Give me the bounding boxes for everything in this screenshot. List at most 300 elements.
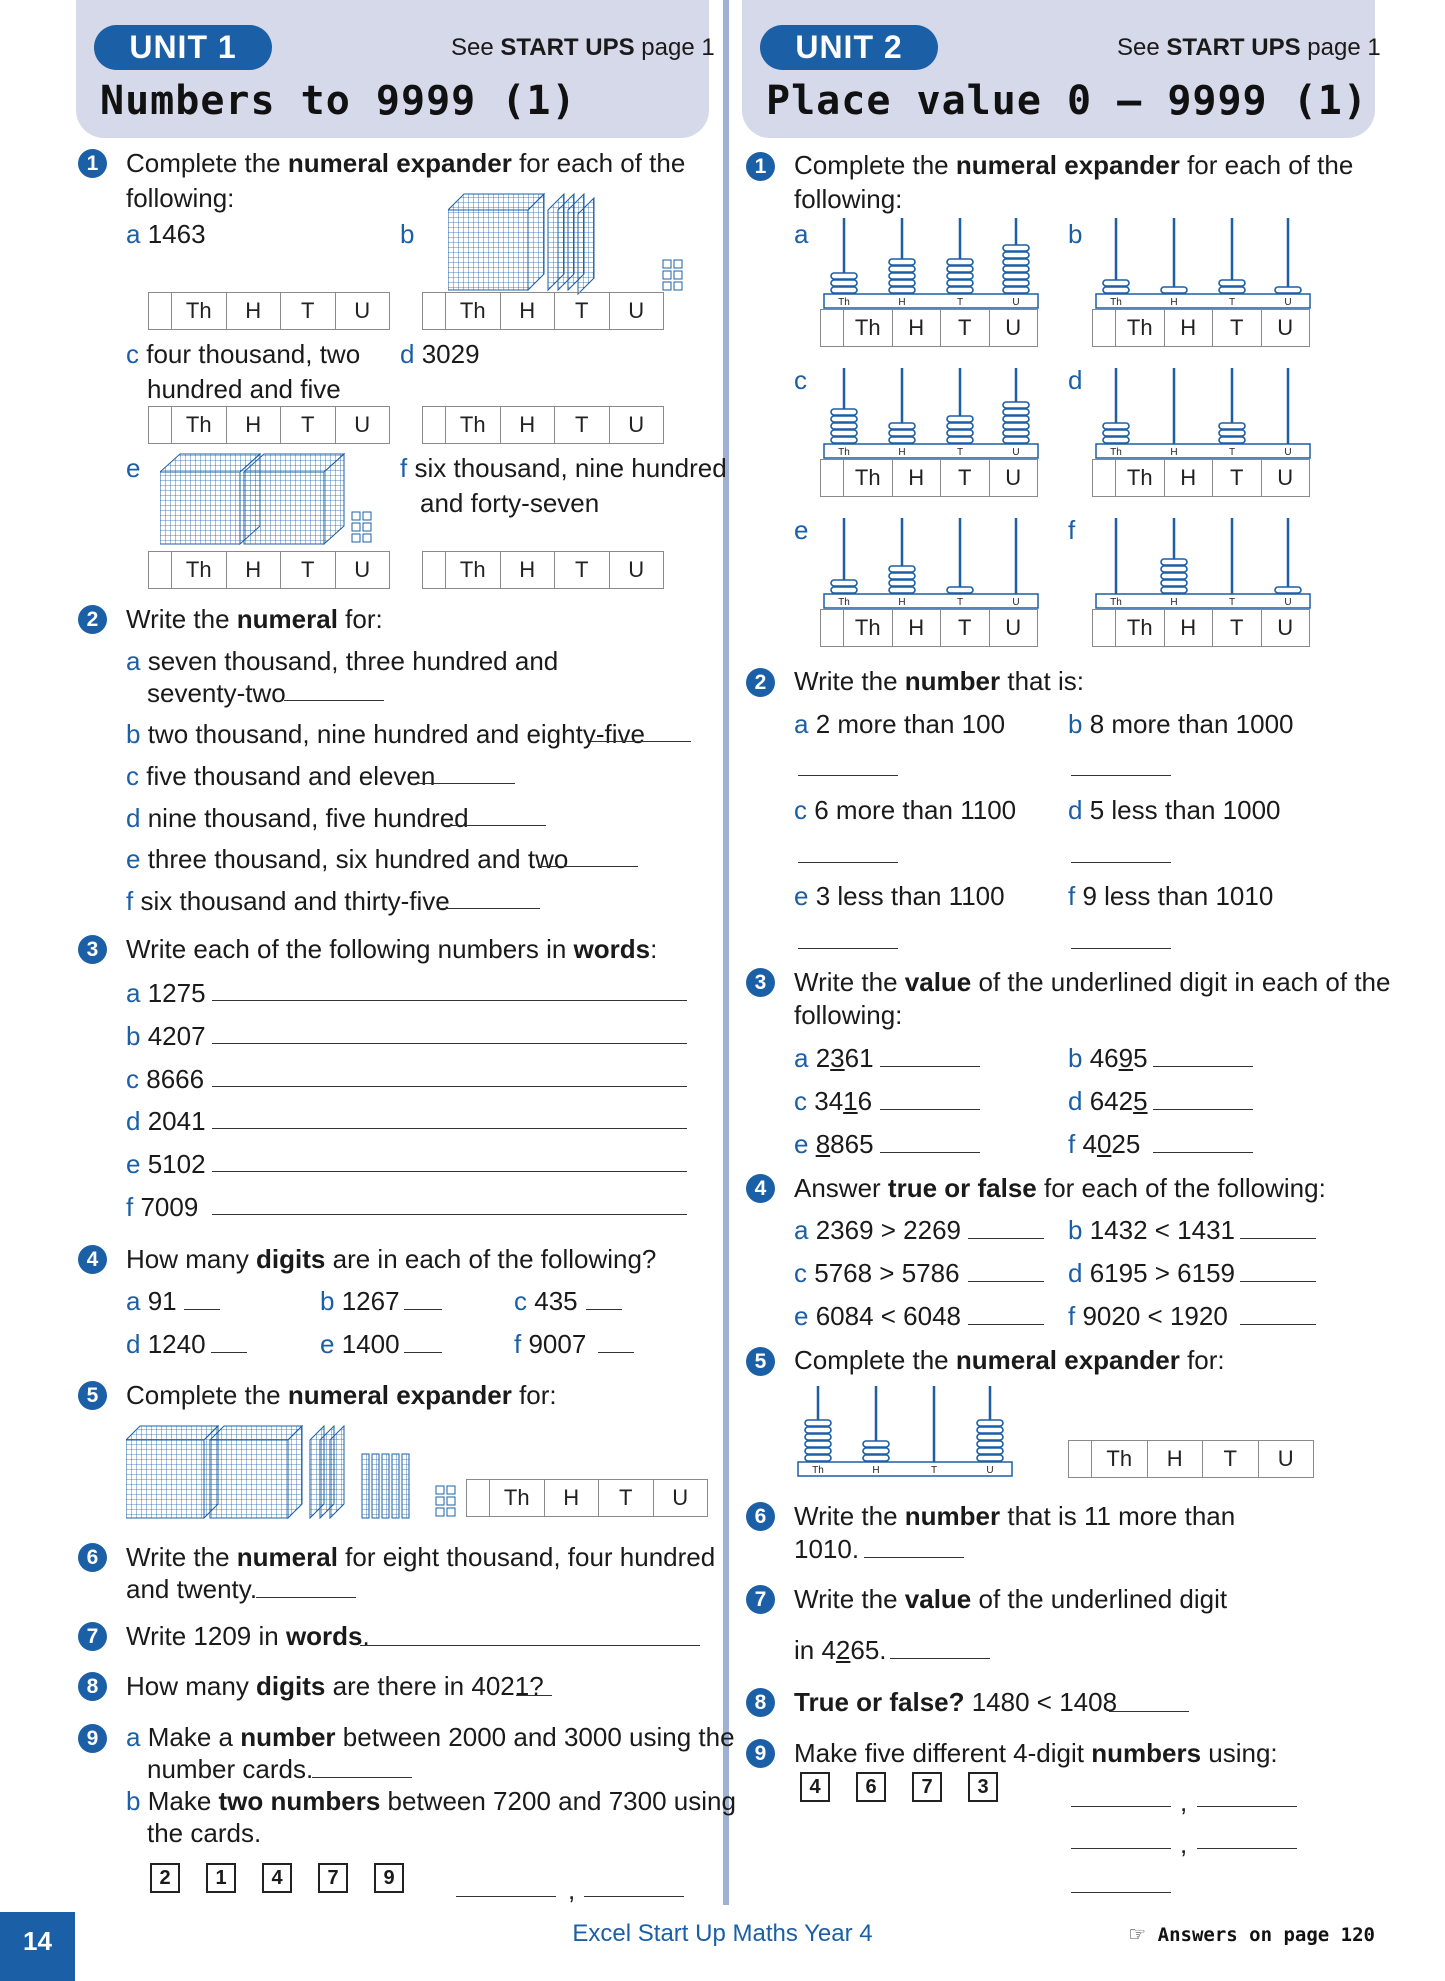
u1q6-prompt: Write the numeral for eight thousand, four hundred xyxy=(126,1542,716,1572)
abacus-bead xyxy=(889,266,915,272)
abacus-bead xyxy=(977,1441,1003,1447)
abacus-bead xyxy=(889,566,915,572)
thousand-cube-icon xyxy=(244,454,344,544)
u2q7-line2: in 4265. xyxy=(794,1635,887,1665)
base-ten-blocks-b xyxy=(448,192,698,302)
abacus-bead xyxy=(1161,287,1187,293)
u2q2d: d 5 less than 1000 xyxy=(1068,795,1281,825)
u2q1-letter: b xyxy=(1068,219,1083,249)
answer-line[interactable] xyxy=(516,1695,552,1696)
abacus-bead xyxy=(947,273,973,279)
number-card: 9 xyxy=(374,1863,404,1893)
abacus-b xyxy=(1094,214,1312,310)
u1q1f-line2: and forty-seven xyxy=(420,488,600,518)
u1q3f: f 7009 xyxy=(126,1192,199,1222)
number-card: 4 xyxy=(262,1863,292,1893)
answer-line[interactable] xyxy=(256,1597,356,1598)
u2q3-prompt: Write the value of the underlined digit in each of the xyxy=(794,967,1391,997)
abacus-bead xyxy=(977,1455,1003,1461)
abacus-place-label: H xyxy=(898,447,906,458)
numeral-expander-u1-f[interactable]: Th H T U xyxy=(422,551,664,589)
u1q8-prompt: How many digits are there in 4021? xyxy=(126,1671,544,1701)
u1q9a-line2: number cards. xyxy=(147,1754,314,1784)
abacus-place-label: T xyxy=(956,297,964,308)
abacus-place-label: H xyxy=(1170,297,1178,308)
numeral-expander-u2-e[interactable]: Th H T U xyxy=(820,609,1038,647)
answer-line[interactable] xyxy=(1071,1892,1171,1893)
question-number: 2 xyxy=(78,605,107,634)
abacus-bead xyxy=(1161,573,1187,579)
answer-line[interactable] xyxy=(586,1309,622,1310)
abacus-bead xyxy=(805,1420,831,1426)
number-card: 4 xyxy=(800,1772,830,1802)
abacus-bead xyxy=(1003,423,1029,429)
u1q2a: a seven thousand, three hundred and xyxy=(126,646,559,676)
abacus-bead xyxy=(805,1448,831,1454)
abacus-bead xyxy=(1161,580,1187,586)
abacus-bead xyxy=(805,1434,831,1440)
abacus-place-label: U xyxy=(1012,297,1020,308)
abacus-bead xyxy=(1219,430,1245,436)
page-number: 14 xyxy=(0,1912,75,1981)
question-number: 9 xyxy=(746,1739,775,1768)
u2q1-line2: following: xyxy=(794,184,903,214)
u2q1-letter: d xyxy=(1068,365,1083,395)
abacus-bead xyxy=(805,1455,831,1461)
unit2-start-ups-ref: See START UPS page 1 xyxy=(1117,34,1381,61)
abacus-bead xyxy=(1003,266,1029,272)
abacus-place-label: U xyxy=(1284,597,1292,608)
u1q1f: f six thousand, nine hundred xyxy=(400,453,727,483)
base-ten-blocks-q5 xyxy=(126,1424,466,1520)
u2q1-letter: e xyxy=(794,515,809,545)
abacus-bead xyxy=(889,587,915,593)
abacus-bead xyxy=(831,587,857,593)
abacus-bead xyxy=(863,1448,889,1454)
numeral-expander-u1-e[interactable]: Th H T U xyxy=(148,551,390,589)
question-number: 5 xyxy=(78,1381,107,1410)
abacus-q5 xyxy=(796,1382,1014,1478)
u1q1b-letter: b xyxy=(400,219,415,249)
hundred-flat-icon xyxy=(310,1426,344,1518)
numeral-expander-u1-b[interactable]: Th H T U xyxy=(422,292,664,330)
abacus-place-label: U xyxy=(1012,447,1020,458)
answer-line[interactable] xyxy=(968,1324,1044,1325)
question-number: 6 xyxy=(78,1543,107,1572)
question-number: 4 xyxy=(78,1245,107,1274)
abacus-bead xyxy=(889,580,915,586)
abacus-base xyxy=(824,594,1038,608)
abacus-bead xyxy=(1103,280,1129,286)
u2q6-prompt: Write the number that is 11 more than xyxy=(794,1501,1236,1531)
abacus-base xyxy=(1096,594,1310,608)
u1q1c: c four thousand, two xyxy=(126,339,361,369)
u1q9b: b Make two numbers between 7200 and 7300 using xyxy=(126,1786,736,1816)
u1q2-prompt: Write the numeral for: xyxy=(126,604,383,634)
unit1-title: Numbers to 9999 (1) xyxy=(100,78,577,124)
answer-line[interactable] xyxy=(1071,1848,1171,1849)
abacus-bead xyxy=(831,437,857,443)
abacus-bead xyxy=(1275,287,1301,293)
answer-line[interactable] xyxy=(1240,1281,1316,1282)
abacus-base xyxy=(1096,294,1310,308)
answer-line[interactable] xyxy=(404,1309,442,1310)
abacus-bead xyxy=(1219,423,1245,429)
numeral-expander-u1-d[interactable]: Th H T U xyxy=(422,406,664,444)
abacus-base xyxy=(1096,444,1310,458)
abacus-bead xyxy=(1103,430,1129,436)
question-number: 5 xyxy=(746,1347,775,1376)
answer-line[interactable] xyxy=(1153,1066,1253,1067)
answer-line[interactable] xyxy=(1071,948,1171,949)
abacus-bead xyxy=(831,287,857,293)
u2q6-line2: 1010. xyxy=(794,1534,860,1564)
abacus-bead xyxy=(1003,430,1029,436)
question-number: 3 xyxy=(78,935,107,964)
answer-line[interactable] xyxy=(1109,1711,1189,1712)
answer-line[interactable] xyxy=(1240,1324,1316,1325)
abacus-bead xyxy=(1003,437,1029,443)
answer-line[interactable] xyxy=(598,1352,634,1353)
abacus-bead xyxy=(1003,259,1029,265)
u2q2f: f 9 less than 1010 xyxy=(1068,881,1274,911)
u2q5-prompt: Complete the numeral expander for: xyxy=(794,1345,1225,1375)
abacus-bead xyxy=(805,1427,831,1433)
thousand-cube-icon xyxy=(210,1426,302,1518)
numeral-expander-u1-q5[interactable]: Th H T U xyxy=(466,1479,708,1517)
answer-line[interactable] xyxy=(212,1214,687,1215)
abacus-bead xyxy=(1003,416,1029,422)
unit1-badge: UNIT 1 xyxy=(94,25,272,70)
u2q4b: b 1432 < 1431 xyxy=(1068,1215,1236,1245)
u1q1a: a 1463 xyxy=(126,219,206,249)
question-number: 2 xyxy=(746,668,775,697)
u2q3-line2: following: xyxy=(794,1000,903,1030)
abacus-bead xyxy=(863,1441,889,1447)
abacus-place-label: T xyxy=(956,597,964,608)
abacus-bead xyxy=(1103,423,1129,429)
abacus-place-label: H xyxy=(1170,597,1178,608)
abacus-place-label: H xyxy=(872,1465,880,1476)
abacus-bead xyxy=(1003,245,1029,251)
numeral-expander-u2-d[interactable]: Th H T U xyxy=(1092,459,1310,497)
abacus-bead xyxy=(889,573,915,579)
abacus-bead xyxy=(977,1448,1003,1454)
u2q4f: f 9020 < 1920 xyxy=(1068,1301,1228,1331)
u1q4b: b 1267 xyxy=(320,1286,400,1316)
unit2-badge: UNIT 2 xyxy=(760,25,938,70)
abacus-place-label: T xyxy=(956,447,964,458)
abacus-a xyxy=(822,214,1040,310)
abacus-c xyxy=(822,364,1040,460)
abacus-bead xyxy=(889,287,915,293)
u2q1-letter: c xyxy=(794,365,807,395)
u1q1-prompt-line2: following: xyxy=(126,183,235,213)
answer-line[interactable] xyxy=(1153,1109,1253,1110)
abacus-place-label: U xyxy=(1012,597,1020,608)
u1q4c: c 435 xyxy=(514,1286,578,1316)
u1q6-line2: and twenty. xyxy=(126,1574,258,1604)
abacus-bead xyxy=(1003,409,1029,415)
u1q2f: f six thousand and thirty-five xyxy=(126,886,450,916)
number-card: 3 xyxy=(968,1772,998,1802)
comma: , xyxy=(1180,1787,1188,1817)
abacus-bead xyxy=(1219,287,1245,293)
question-number: 6 xyxy=(746,1502,775,1531)
numeral-expander-u1-a[interactable]: Th H T U xyxy=(148,292,390,330)
abacus-place-label: T xyxy=(1228,447,1236,458)
abacus-place-label: U xyxy=(1284,297,1292,308)
abacus-bead xyxy=(977,1427,1003,1433)
abacus-bead xyxy=(1003,402,1029,408)
question-number: 8 xyxy=(78,1672,107,1701)
abacus-bead xyxy=(863,1455,889,1461)
abacus-base xyxy=(824,294,1038,308)
u1q9a: a Make a number between 2000 and 3000 using the xyxy=(126,1722,735,1752)
abacus-bead xyxy=(831,580,857,586)
answer-line[interactable] xyxy=(890,1658,990,1659)
answer-line[interactable] xyxy=(284,700,384,701)
u1q3d: d 2041 xyxy=(126,1106,206,1136)
ten-rods-icon xyxy=(362,1454,409,1518)
abacus-bead xyxy=(1003,273,1029,279)
answer-line[interactable] xyxy=(212,1171,687,1172)
u1q4d: d 1240 xyxy=(126,1329,206,1359)
abacus-place-label: T xyxy=(1228,597,1236,608)
unit1-start-ups-ref: See START UPS page 1 xyxy=(451,34,715,61)
answer-line[interactable] xyxy=(584,1896,684,1897)
answer-line[interactable] xyxy=(798,948,898,949)
abacus-bead xyxy=(831,273,857,279)
abacus-bead xyxy=(977,1434,1003,1440)
question-number: 1 xyxy=(78,149,107,178)
u1q3-prompt: Write each of the following numbers in words: xyxy=(126,934,658,964)
abacus-bead xyxy=(1161,587,1187,593)
u1q1-prompt: Complete the numeral expander for each of the xyxy=(126,148,686,178)
unit-cubes-icon xyxy=(436,1486,455,1516)
answer-line[interactable] xyxy=(1197,1848,1297,1849)
unit-cubes-icon xyxy=(352,512,371,542)
abacus-place-label: H xyxy=(898,297,906,308)
u2q4e: e 6084 < 6048 xyxy=(794,1301,962,1331)
abacus-bead xyxy=(977,1420,1003,1426)
u2q4a: a 2369 > 2269 xyxy=(794,1215,962,1245)
u2q4c: c 5768 > 5786 xyxy=(794,1258,960,1288)
abacus-bead xyxy=(831,280,857,286)
u1q9b-line2: the cards. xyxy=(147,1818,262,1848)
answer-line[interactable] xyxy=(415,783,515,784)
answer-line[interactable] xyxy=(1071,862,1171,863)
answer-line[interactable] xyxy=(1071,775,1171,776)
abacus-bead xyxy=(831,430,857,436)
abacus-place-label: Th xyxy=(1110,597,1122,608)
u2q3d: d 6425 xyxy=(1068,1086,1148,1116)
abacus-e xyxy=(822,514,1040,610)
u2q3a: a 2361 xyxy=(794,1043,874,1073)
answer-line[interactable] xyxy=(864,1557,964,1558)
u1q3c: c 8666 xyxy=(126,1064,205,1094)
abacus-bead xyxy=(889,273,915,279)
u2q2e: e 3 less than 1100 xyxy=(794,881,1005,911)
u2q1-letter: f xyxy=(1068,515,1076,545)
u1q1e-letter: e xyxy=(126,453,141,483)
u1q3e: e 5102 xyxy=(126,1149,206,1179)
abacus-place-label: Th xyxy=(1110,297,1122,308)
u1q3a: a 1275 xyxy=(126,978,206,1008)
u1q2c: c five thousand and eleven xyxy=(126,761,436,791)
u1q4f: f 9007 xyxy=(514,1329,587,1359)
abacus-bead xyxy=(831,416,857,422)
abacus-bead xyxy=(805,1441,831,1447)
number-card: 1 xyxy=(206,1863,236,1893)
u1q4e: e 1400 xyxy=(320,1329,400,1359)
column-divider xyxy=(723,0,729,1905)
question-number: 9 xyxy=(78,1724,107,1753)
answer-line[interactable] xyxy=(212,1086,687,1087)
comma: , xyxy=(1180,1829,1188,1859)
abacus-place-label: U xyxy=(1284,447,1292,458)
u1q4-prompt: How many digits are in each of the following? xyxy=(126,1244,657,1274)
abacus-bead xyxy=(889,280,915,286)
abacus-bead xyxy=(1275,587,1301,593)
answer-line[interactable] xyxy=(212,1000,687,1001)
abacus-bead xyxy=(889,423,915,429)
answer-line[interactable] xyxy=(880,1066,980,1067)
answer-line[interactable] xyxy=(1240,1238,1316,1239)
abacus-bead xyxy=(1161,566,1187,572)
abacus-bead xyxy=(1103,437,1129,443)
u2q4-prompt: Answer true or false for each of the following: xyxy=(794,1173,1326,1203)
abacus-bead xyxy=(1161,559,1187,565)
answer-line[interactable] xyxy=(211,1352,247,1353)
number-card: 2 xyxy=(150,1863,180,1893)
abacus-place-label: Th xyxy=(1110,447,1122,458)
u1q2d: d nine thousand, five hundred xyxy=(126,803,469,833)
u2q1-prompt: Complete the numeral expander for each of the xyxy=(794,150,1354,180)
u1q4a: a 91 xyxy=(126,1286,177,1316)
abacus-bead xyxy=(947,423,973,429)
abacus-bead xyxy=(831,423,857,429)
u2q4d: d 6195 > 6159 xyxy=(1068,1258,1236,1288)
u1q5-prompt: Complete the numeral expander for: xyxy=(126,1380,557,1410)
thousand-cube-icon xyxy=(126,1426,218,1518)
u2q2a: a 2 more than 100 xyxy=(794,709,1006,739)
number-card: 7 xyxy=(912,1772,942,1802)
abacus-bead xyxy=(1003,252,1029,258)
numeral-expander-u2-c[interactable]: Th H T U xyxy=(820,459,1038,497)
answer-line[interactable] xyxy=(591,741,691,742)
answer-line[interactable] xyxy=(312,1777,412,1778)
answer-line[interactable] xyxy=(880,1109,980,1110)
abacus-place-label: T xyxy=(1228,297,1236,308)
answer-line[interactable] xyxy=(968,1238,1044,1239)
answer-line[interactable] xyxy=(1153,1152,1253,1153)
u2q3c: c 3416 xyxy=(794,1086,873,1116)
question-number: 8 xyxy=(746,1688,775,1717)
abacus-bead xyxy=(947,287,973,293)
answer-line[interactable] xyxy=(404,1352,442,1353)
pointing-hand-icon: ☞ xyxy=(1128,1922,1147,1946)
abacus-place-label: Th xyxy=(838,297,850,308)
abacus-base xyxy=(798,1462,1012,1476)
answer-line[interactable] xyxy=(446,825,546,826)
abacus-place-label: H xyxy=(1170,447,1178,458)
answer-line[interactable] xyxy=(798,862,898,863)
u2q2c: c 6 more than 1100 xyxy=(794,795,1017,825)
question-number: 7 xyxy=(746,1585,775,1614)
question-number: 3 xyxy=(746,968,775,997)
answer-line[interactable] xyxy=(456,1896,556,1897)
answer-line[interactable] xyxy=(440,908,540,909)
unit-cubes-icon xyxy=(663,260,682,290)
answer-line[interactable] xyxy=(880,1152,980,1153)
abacus-bead xyxy=(1219,437,1245,443)
abacus-place-label: Th xyxy=(838,597,850,608)
answer-line[interactable] xyxy=(798,775,898,776)
u1q1c-line2: hundred and five xyxy=(147,374,341,404)
abacus-bead xyxy=(889,430,915,436)
u2q9-prompt: Make five different 4-digit numbers using: xyxy=(794,1738,1278,1768)
answer-line[interactable] xyxy=(968,1281,1044,1282)
abacus-place-label: U xyxy=(986,1465,994,1476)
u2q2b: b 8 more than 1000 xyxy=(1068,709,1294,739)
answer-line[interactable] xyxy=(212,1128,687,1129)
u1q2a-line2: seventy-two xyxy=(147,678,286,708)
abacus-bead xyxy=(831,409,857,415)
abacus-bead xyxy=(947,587,973,593)
abacus-bead xyxy=(947,280,973,286)
abacus-base xyxy=(824,444,1038,458)
abacus-bead xyxy=(889,437,915,443)
base-ten-blocks-e xyxy=(160,450,380,550)
u1q3b: b 4207 xyxy=(126,1021,206,1051)
abacus-f xyxy=(1094,514,1312,610)
abacus-place-label: T xyxy=(930,1465,938,1476)
answer-line[interactable] xyxy=(1071,1806,1171,1807)
u2q3b: b 4695 xyxy=(1068,1043,1148,1073)
numeral-expander-u1-c[interactable]: Th H T U xyxy=(148,406,390,444)
u1q7-prompt: Write 1209 in words. xyxy=(126,1621,370,1651)
abacus-bead xyxy=(947,430,973,436)
u1q1d: d 3029 xyxy=(400,339,480,369)
numeral-expander-u2-q5[interactable]: Th H T U xyxy=(1068,1440,1314,1478)
number-card: 7 xyxy=(318,1863,348,1893)
u1q2e: e three thousand, six hundred and two xyxy=(126,844,569,874)
answer-line[interactable] xyxy=(212,1043,687,1044)
u2q7-prompt: Write the value of the underlined digit xyxy=(794,1584,1228,1614)
abacus-bead xyxy=(1003,280,1029,286)
u2q2-prompt: Write the number that is: xyxy=(794,666,1084,696)
abacus-bead xyxy=(1003,287,1029,293)
answer-line[interactable] xyxy=(184,1309,220,1310)
numeral-expander-u2-b[interactable]: Th H T U xyxy=(1092,309,1310,347)
abacus-place-label: Th xyxy=(838,447,850,458)
answer-line[interactable] xyxy=(538,866,638,867)
numeral-expander-u2-f[interactable]: Th H T U xyxy=(1092,609,1310,647)
abacus-place-label: Th xyxy=(812,1465,824,1476)
question-number: 4 xyxy=(746,1174,775,1203)
u2q8-prompt: True or false? 1480 < 1408 xyxy=(794,1687,1118,1717)
abacus-bead xyxy=(947,266,973,272)
abacus-bead xyxy=(947,437,973,443)
answer-line[interactable] xyxy=(360,1645,700,1646)
abacus-bead xyxy=(1103,287,1129,293)
answer-line[interactable] xyxy=(1197,1806,1297,1807)
book-title: Excel Start Up Maths Year 4 xyxy=(572,1920,873,1947)
abacus-place-label: H xyxy=(898,597,906,608)
numeral-expander-u2-a[interactable]: Th H T U xyxy=(820,309,1038,347)
abacus-bead xyxy=(889,259,915,265)
